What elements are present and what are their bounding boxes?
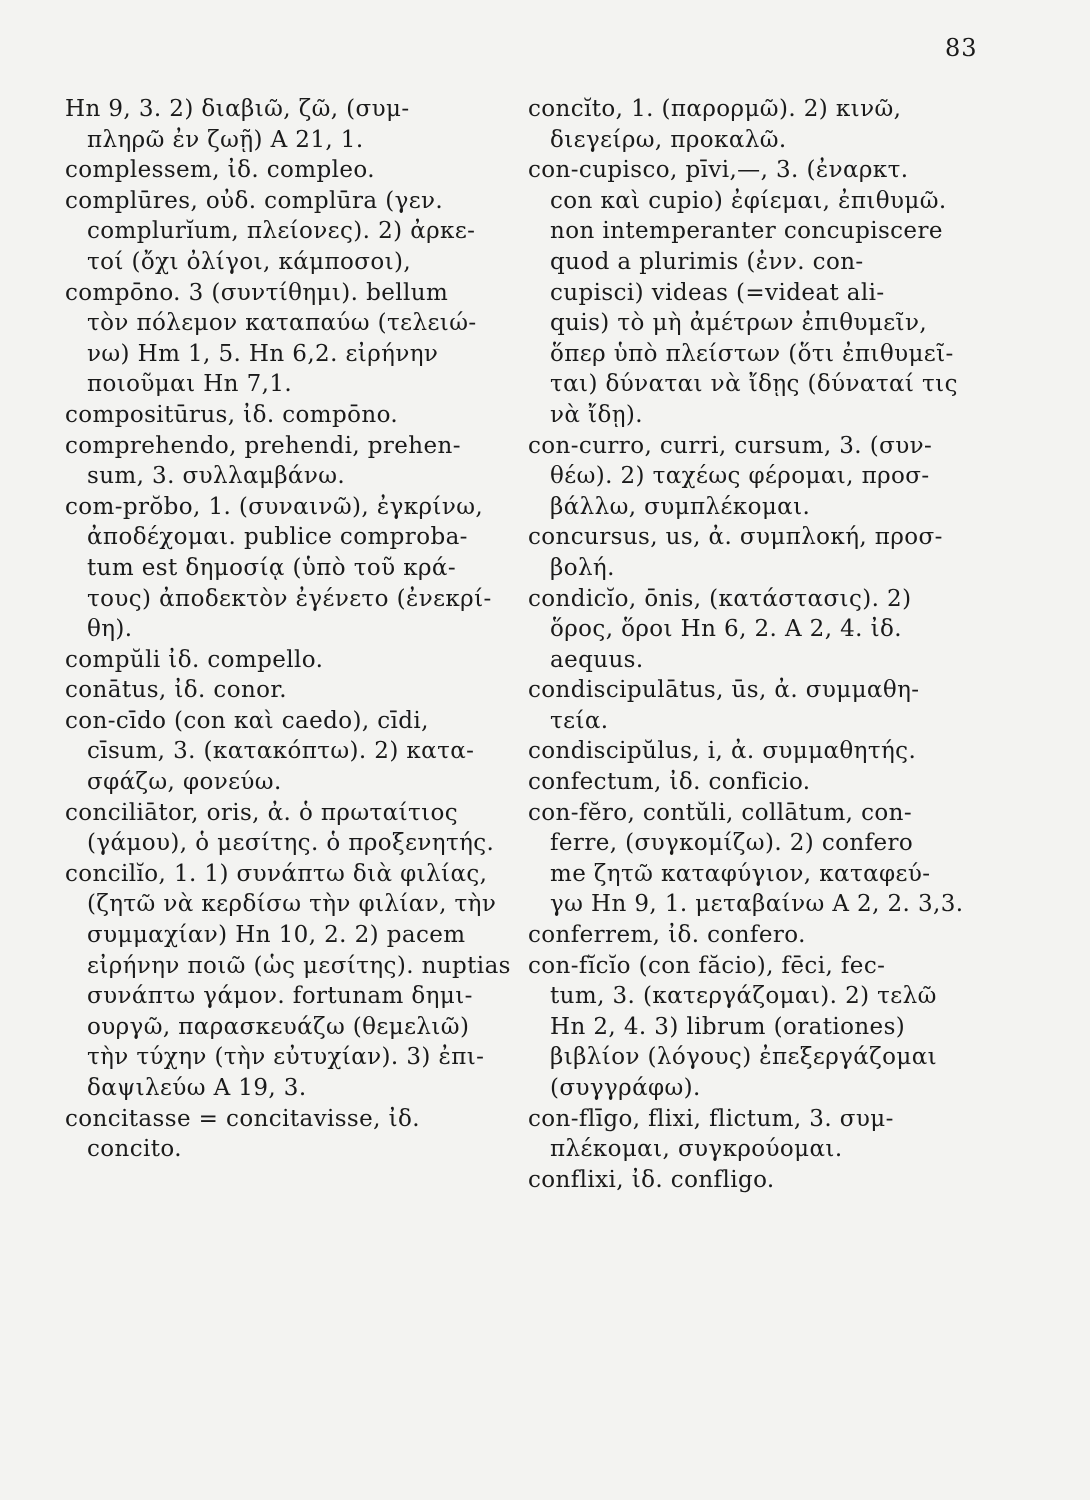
dictionary-line: σφάζω, φονεύω. <box>87 769 282 796</box>
dictionary-line: conciliātor, oris, ἀ. ὁ πρωταίτιος <box>65 799 459 826</box>
dictionary-line: conātus, ἰδ. conor. <box>65 677 287 704</box>
dictionary-line: confectum, ἰδ. conficio. <box>528 769 811 796</box>
dictionary-line: τὸν πόλεμον καταπαύω (τελειώ- <box>87 310 477 337</box>
dictionary-line: ται) δύναται νὰ ἴδῃς (δύναταί τις <box>550 371 958 398</box>
dictionary-line: βολή. <box>550 554 615 581</box>
dictionary-line: τους) ἀποδεκτὸν ἐγένετο (ἐνεκρί- <box>87 585 492 612</box>
dictionary-line: (συγγράφω). <box>550 1075 701 1101</box>
dictionary-line: πληρῶ ἐν ζωῇ) A 21, 1. <box>87 126 364 153</box>
dictionary-line: Hn 2, 4. 3) librum (orationes) <box>550 1013 906 1040</box>
dictionary-line: con-fĕro, contŭli, collātum, con- <box>528 799 912 826</box>
dictionary-line: sum, 3. συλλαμβάνω. <box>87 463 346 490</box>
right-column <box>528 94 968 1195</box>
dictionary-line: condiscipŭlus, i, ἀ. συμμαθητής. <box>528 738 917 765</box>
dictionary-line: διεγείρω, προκαλῶ. <box>550 126 787 153</box>
dictionary-line: conflixi, ἰδ. confligo. <box>528 1166 775 1193</box>
dictionary-line: concitasse = concitavisse, ἰδ. <box>65 1105 420 1132</box>
dictionary-line: νὰ ἴδῃ). <box>550 401 643 428</box>
dictionary-line: compositūrus, ἰδ. compōno. <box>65 401 399 428</box>
left-column <box>65 94 511 1165</box>
dictionary-line: τὴν τύχην (τὴν εὐτυχίαν). 3) ἐπι- <box>87 1044 485 1071</box>
dictionary-line: con-flīgo, flixi, flictum, 3. συμ- <box>528 1105 894 1132</box>
dictionary-line: βάλλω, συμπλέκομαι. <box>550 493 811 520</box>
dictionary-line: quis) τὸ μὴ ἀμέτρων ἐπιθυμεῖν, <box>550 310 928 337</box>
dictionary-line: aequus. <box>550 646 644 673</box>
dictionary-line: tum est δημοσίᾳ (ὑπὸ τοῦ κρά- <box>87 554 457 581</box>
dictionary-line: condicĭo, ōnis, (κατάστασις). 2) <box>528 585 912 612</box>
dictionary-line: ὅρος, ὅροι Hn 6, 2. A 2, 4. ἰδ. <box>550 616 902 643</box>
dictionary-line: ferre, (συγκομίζω). 2) confero <box>550 830 914 857</box>
dictionary-line: tum, 3. (κατεργάζομαι). 2) τελῶ <box>550 983 937 1010</box>
dictionary-line: θέω). 2) ταχέως φέρομαι, προσ- <box>550 463 930 490</box>
dictionary-line: complurĭum, πλείονες). 2) ἀρκε- <box>87 218 476 245</box>
dictionary-line: com-prŏbo, 1. (συναινῶ), ἐγκρίνω, <box>65 493 484 520</box>
dictionary-line: εἰρήνην ποιῶ (ὡς μεσίτης). nuptias <box>87 952 511 979</box>
dictionary-line: con καὶ cupio) ἐφίεμαι, ἐπιθυμῶ. <box>550 187 947 214</box>
dictionary-line: con-curro, curri, cursum, 3. (συν- <box>528 432 933 459</box>
dictionary-line: compōno. 3 (συντίθημι). bellum <box>65 279 449 306</box>
dictionary-line: complūres, οὐδ. complūra (γεν. <box>65 187 444 214</box>
dictionary-line: (γάμου), ὁ μεσίτης. ὁ προξενητής. <box>87 830 495 857</box>
dictionary-line: συμμαχίαν) Hn 10, 2. 2) pacem <box>87 922 466 949</box>
dictionary-line: compŭli ἰδ. compello. <box>65 646 324 673</box>
dictionary-line: concito. <box>87 1136 182 1163</box>
dictionary-line: concursus, us, ἀ. συμπλοκή, προσ- <box>528 524 943 551</box>
dictionary-line: cīsum, 3. (κατακόπτω). 2) κατα- <box>87 738 475 765</box>
dictionary-line: condiscipulātus, ūs, ἀ. συμμαθη- <box>528 677 920 704</box>
dictionary-line: (ζητῶ νὰ κερδίσω τὴν φιλίαν, τὴν <box>87 891 497 918</box>
dictionary-line: con-cīdo (con καὶ caedo), cīdi, <box>65 707 429 734</box>
dictionary-line: νω) Hm 1, 5. Hn 6,2. εἰρήνην <box>87 340 439 367</box>
dictionary-line: γω Hn 9, 1. μεταβαίνω A 2, 2. 3,3. <box>550 891 964 918</box>
dictionary-line: τεία. <box>550 707 609 734</box>
dictionary-line: ποιοῦμαι Hn 7,1. <box>87 371 293 398</box>
dictionary-line: θη). <box>87 616 133 643</box>
dictionary-line: Hn 9, 3. 2) διαβιῶ, ζῶ, (συμ- <box>65 96 410 122</box>
dictionary-line: πλέκομαι, συγκρούομαι. <box>550 1136 843 1163</box>
dictionary-line: complessem, ἰδ. compleo. <box>65 157 375 184</box>
dictionary-line: con-cupisco, pīvi,—, 3. (ἐναρκτ. <box>528 157 909 184</box>
dictionary-line: non intemperanter concupiscere <box>550 218 943 245</box>
dictionary-line: ὅπερ ὑπὸ πλείστων (ὅτι ἐπιθυμεῖ- <box>550 340 954 367</box>
dictionary-line: concilĭo, 1. 1) συνάπτω διὰ φιλίας, <box>65 860 488 887</box>
dictionary-line: concĭto, 1. (παρορμῶ). 2) κινῶ, <box>528 96 902 122</box>
dictionary-line: quod a plurimis (ἐνν. con- <box>550 248 864 275</box>
dictionary-line: ἀποδέχομαι. publice comproba- <box>87 524 468 551</box>
dictionary-line: βιβλίον (λόγους) ἐπεξεργάζομαι <box>550 1044 938 1071</box>
dictionary-line: τοί (ὄχι ὀλίγοι, κάμποσοι), <box>87 248 412 275</box>
dictionary-line: con-fĭcĭo (con făcio), fēci, fec- <box>528 952 886 979</box>
dictionary-line: comprehendo, prehendi, prehen- <box>65 432 461 459</box>
dictionary-line: cupisci) videas (=videat ali- <box>550 279 885 306</box>
dictionary-line: ουργῶ, παρασκευάζω (θεμελιῶ) <box>87 1013 470 1040</box>
dictionary-line: δαψιλεύω A 19, 3. <box>87 1075 307 1101</box>
dictionary-line: συνάπτω γάμον. fortunam δημι- <box>87 983 473 1010</box>
dictionary-line: conferrem, ἰδ. confero. <box>528 922 806 949</box>
dictionary-line: me ζητῶ καταφύγιον, καταφεύ- <box>550 860 931 887</box>
page-number: 83 <box>945 34 978 62</box>
